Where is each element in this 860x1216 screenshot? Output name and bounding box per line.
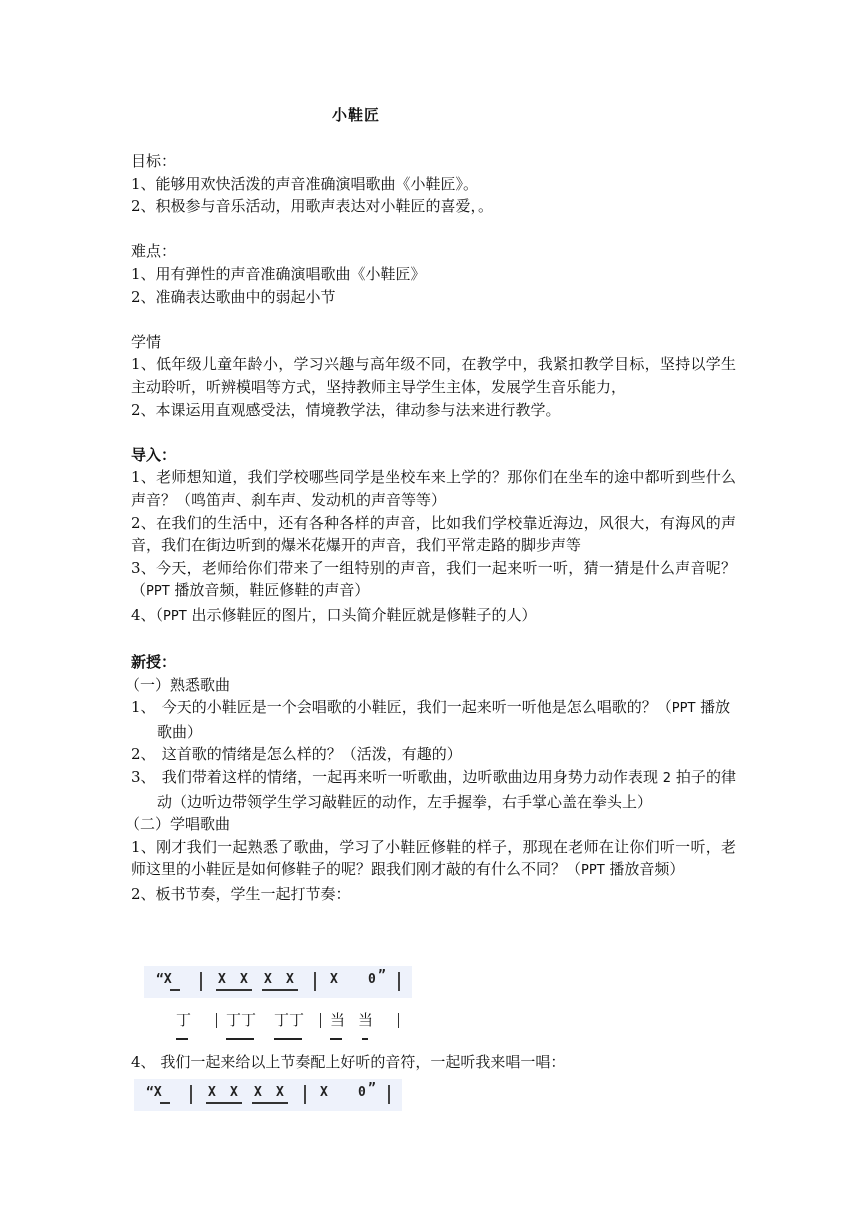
- difficulty-item: 2、准确表达歌曲中的弱起小节: [131, 287, 336, 306]
- rhythm-note: X: [286, 972, 294, 987]
- intro-heading: 导入：: [131, 445, 177, 464]
- learning-item-1: 1、低年级儿童年龄小，学习兴趣与高年级不同，在教学中，我紧扣教学目标，坚持以学生主动聆听，听辨模唱等方式，坚持教师主导学生主体，发展学生音乐能力，: [131, 355, 736, 396]
- part1-item-2: 2、 这首歌的情绪是怎么样的？（活泼，有趣的）: [131, 745, 462, 764]
- rhythm-note: X: [276, 1085, 284, 1100]
- learning-heading: 学情: [131, 332, 162, 351]
- syllable: 当: [330, 1011, 346, 1029]
- part2-item-1: 1、刚才我们一起熟悉了歌曲，学习了小鞋匠修鞋的样子，那现在老师在让你们听一听，老师这里的小鞋匠是如何修鞋子的呢？跟我们刚才敲的有什么不同？（PPT 播放音频）: [131, 837, 736, 879]
- goal-item: 2、积极参与音乐活动，用歌声表达对小鞋匠的喜爱，。: [131, 197, 494, 216]
- syllable: 丁丁: [226, 1011, 257, 1029]
- part2-item-2: 2、板书节奏，学生一起打节奏：: [131, 885, 351, 903]
- rhythm-notation-1: [144, 966, 412, 998]
- intro-item-4: 4、（PPT 出示修鞋匠的图片，口头简介鞋匠就是修鞋子的人）: [131, 605, 537, 624]
- rhythm-note: X: [320, 1085, 328, 1100]
- rhythm-note: X: [330, 972, 338, 987]
- rhythm-end-mark: ”: [368, 1081, 376, 1096]
- rhythm-note: X: [230, 1085, 238, 1100]
- difficulty-item: 1、用有弹性的声音准确演唱歌曲《小鞋匠》: [131, 264, 426, 283]
- document-title: 小鞋匠: [332, 106, 381, 124]
- rhythm-syllables: [170, 1009, 420, 1041]
- rhythm-end-mark: ”: [378, 968, 386, 983]
- part1-item-1: 1、 今天的小鞋匠是一个会唱歌的小鞋匠，我们一起来听一听他是怎么唱歌的？（PPT 播放歌曲）: [131, 698, 731, 741]
- rhythm-note: X: [218, 972, 226, 987]
- syllable: 丁: [176, 1011, 192, 1029]
- rhythm-notation-2: [134, 1079, 402, 1111]
- rhythm-note: X: [254, 1085, 262, 1100]
- part1-item-3: 3、 我们带着这样的情绪，一起再来听一听歌曲，边听歌曲边用身势力动作表现 2 拍子的律动（边听边带领学生学习敲鞋匠的动作，左手握拳，右手掌心盖在拳头上）: [131, 768, 736, 811]
- rhythm-note: X: [208, 1085, 216, 1100]
- part2-item-4: 4、 我们一起来给以上节奏配上好听的音符，一起听我来唱一唱：: [131, 1053, 566, 1071]
- goal-item: 1、能够用欢快活泼的声音准确演唱歌曲《小鞋匠》。: [131, 174, 479, 193]
- part2-heading: （二）学唱歌曲: [125, 815, 231, 834]
- learning-item-2: 2、本课运用直观感受法，情境教学法，律动参与法来进行教学。: [131, 400, 561, 419]
- rhythm-pickup-note: “X: [146, 1085, 162, 1100]
- rhythm-note: X: [264, 972, 272, 987]
- difficulties-heading: 难点：: [131, 242, 177, 261]
- intro-item-1: 1、老师想知道，我们学校哪些同学是坐校车来上学的？那你们在坐车的途中都听到些什么声音？（鸣笛声、刹车声、发动机的声音等等）: [131, 468, 736, 509]
- syllable: 丁丁: [274, 1011, 305, 1029]
- rhythm-rest: 0: [368, 972, 376, 987]
- intro-item-3: 3、今天，老师给你们带来了一组特别的声音，我们一起来听一听，猜一猜是什么声音呢？（PPT 播放音频，鞋匠修鞋的声音）: [131, 558, 736, 600]
- part1-heading: （一）熟悉歌曲: [125, 675, 231, 694]
- goals-heading: 目标：: [131, 152, 177, 170]
- intro-item-2: 2、在我们的生活中，还有各种各样的声音，比如我们学校靠近海边，风很大，有海风的声音，我们在街边听到的爆米花爆开的声音，我们平常走路的脚步声等: [131, 513, 736, 555]
- new-lesson-heading: 新授：: [131, 653, 177, 672]
- syllable: 当: [358, 1011, 374, 1029]
- rhythm-pickup-note: “X: [156, 972, 172, 987]
- document-body: [125, 150, 736, 906]
- rhythm-note: X: [240, 972, 248, 987]
- rhythm-rest: 0: [358, 1085, 366, 1100]
